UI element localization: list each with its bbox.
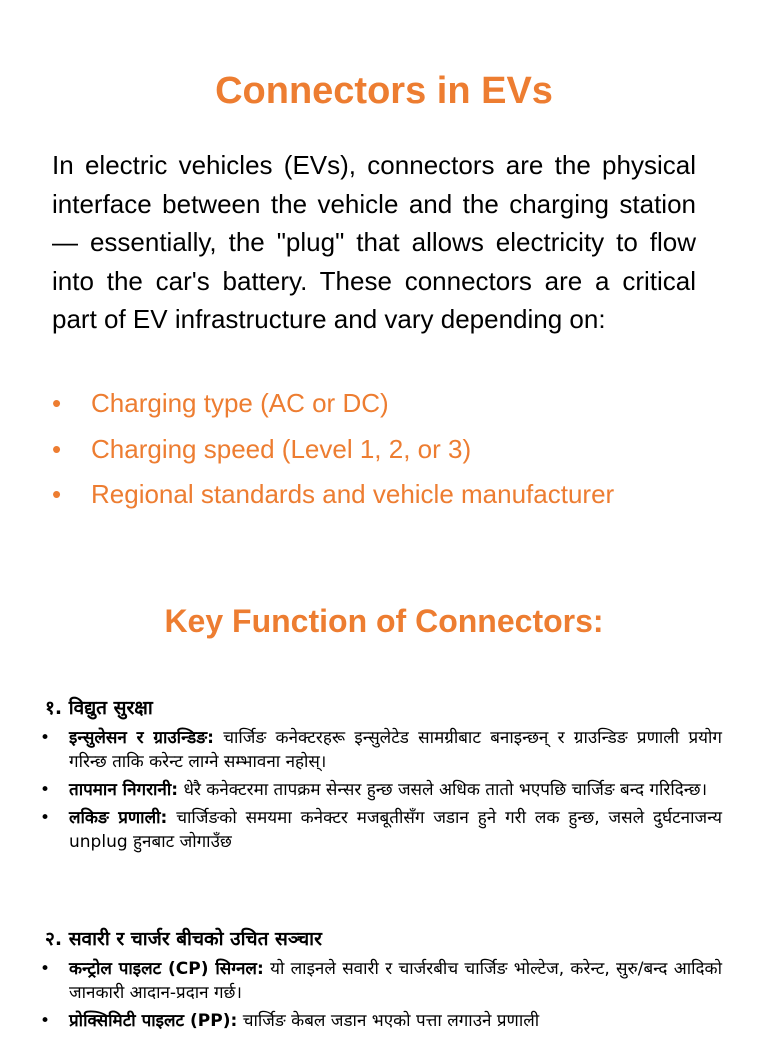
list-item <box>40 806 722 854</box>
item-text: चार्जिङ केबल जडान भएको पत्ता लगाउने प्रणाली <box>242 1011 540 1031</box>
item-text: चार्जिङ कनेक्टरहरू इन्सुलेटेड सामग्रीबाट बनाइन्छन् र ग्राउन्डिङ प्रणाली प्रयोग गरिन्छ ताकि करेन्ट लाग्ने सम्भावना नहोस्। <box>69 728 723 772</box>
intro-paragraph: In electric vehicles (EVs), connectors are the physical interface between the vehicle and the charging station — essentially, the "plug" that allows electricity to flow into the car's battery. These connectors are a critical part of EV infrastructure and vary depending on: <box>52 150 696 335</box>
item-term: तापमान निगरानी: <box>69 780 179 800</box>
list-item <box>40 1009 722 1033</box>
item-term: प्रोक्सिमिटी पाइलट (PP): <box>69 1011 238 1031</box>
bullet-icon: • <box>52 479 62 509</box>
bullet-text: Charging type (AC or DC) <box>91 388 389 418</box>
section-heading: २. सवारी र चार्जर बीचको उचित सञ्चार <box>45 928 322 950</box>
bullet-text: Charging speed (Level 1, 2, or 3) <box>91 433 472 464</box>
bullet-icon: • <box>40 780 51 800</box>
section-list <box>40 957 722 1037</box>
item-text: चार्जिङको समयमा कनेक्टर मजबूतीसँग जडान हुने गरी लक हुन्छ, जसले दुर्घटनाजन्य unplug हुनबाट जोगाउँछ <box>69 808 723 852</box>
bullet-icon: • <box>40 728 51 748</box>
list-item <box>40 778 722 802</box>
bullet-icon: • <box>52 388 62 418</box>
list-item <box>52 384 732 422</box>
item-term: इन्सुलेसन र ग्राउन्डिङ: <box>69 728 214 748</box>
bullet-icon: • <box>40 808 51 828</box>
bullet-icon: • <box>52 433 62 464</box>
list-item <box>40 957 722 1005</box>
bullet-icon: • <box>40 959 51 979</box>
bullet-icon: • <box>40 1011 51 1031</box>
item-term: लकिङ प्रणाली: <box>69 808 168 828</box>
list-item <box>40 726 722 774</box>
page-title: Connectors in EVs <box>215 70 553 112</box>
list-item <box>52 430 732 468</box>
list-item <box>52 475 732 513</box>
bullet-text: Regional standards and vehicle manufacturer <box>91 479 615 509</box>
section-subtitle: Key Function of Connectors: <box>164 603 604 639</box>
section-list <box>40 726 722 858</box>
item-term: कन्ट्रोल पाइलट (CP) सिग्नल: <box>69 959 264 979</box>
bullet-list <box>52 384 732 521</box>
section-heading: १. विद्युत सुरक्षा <box>45 697 153 719</box>
item-text: यो लाइनले सवारी र चार्जरबीच चार्जिङ भोल्टेज, करेन्ट, सुरु/बन्द आदिको जानकारी आदान-प्रदान गर्छ। <box>69 959 723 1003</box>
item-text: धेरै कनेक्टरमा तापक्रम सेन्सर हुन्छ जसले अधिक तातो भएपछि चार्जिङ बन्द गरिदिन्छ। <box>183 780 708 800</box>
